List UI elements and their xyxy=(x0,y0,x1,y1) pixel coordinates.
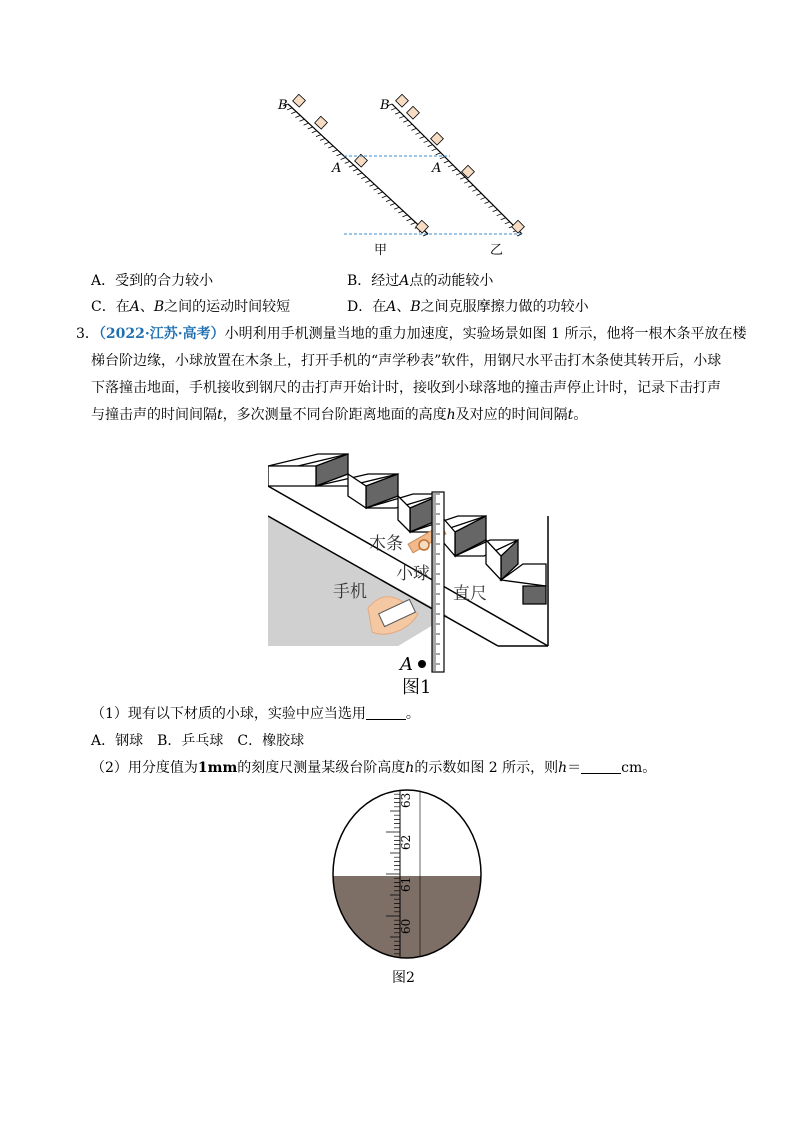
question-3-line-2: 梯台阶边缘，小球放置在木条上，打开手机的“声学秒表”软件，用钢尺水平击打木条使其转开后，小球 xyxy=(91,353,722,369)
label-b-jia: B xyxy=(278,98,288,113)
label-wood: 木条 xyxy=(369,534,403,554)
answer-blank-2[interactable] xyxy=(581,759,621,774)
question-3-line-3: 下落撞击地面，手机接收到钢尺的击打声开始计时，接收到小球落地的撞击声停止计时，记录下击打声 xyxy=(91,380,721,396)
figure-2-caption: 图2 xyxy=(392,970,415,986)
caption-jia: 甲 xyxy=(374,243,388,258)
tick-label-61: 61 xyxy=(399,876,413,892)
label-ruler: 直尺 xyxy=(453,584,487,604)
label-phone: 手机 xyxy=(333,582,367,602)
tick-label-62: 62 xyxy=(399,834,413,850)
sub-question-1: （1）现有以下材质的小球，实验中应当选用 。 xyxy=(91,706,420,722)
ball xyxy=(419,540,429,550)
option-b: B．经过A点的动能较小 xyxy=(347,273,494,289)
question-source-tag: （2022·江苏·高考） xyxy=(98,326,225,342)
figure-1-stairs xyxy=(268,436,552,698)
label-a-jia: A xyxy=(332,161,342,176)
tick-label-63: 63 xyxy=(399,792,413,808)
option-c: C．在A、B之间的运动时间较短 xyxy=(91,299,291,315)
option-d: D．在A、B之间克服摩擦力做的功较小 xyxy=(347,299,589,315)
tick-label-60: 60 xyxy=(399,918,413,934)
ruler xyxy=(432,492,444,672)
answer-blank-1[interactable] xyxy=(366,705,406,720)
incline-figure xyxy=(270,92,540,262)
incline-jia xyxy=(277,94,428,258)
question-3-line-4: 与撞击声的时间间隔t，多次测量不同台阶距离地面的高度h及对应的时间间隔t。 xyxy=(91,407,588,423)
label-a-yi: A xyxy=(432,161,442,176)
figure-2-ruler-reading xyxy=(330,788,486,988)
figure-1-caption: 图1 xyxy=(402,677,432,698)
incline-yi xyxy=(379,94,524,258)
label-ball: 小球 xyxy=(396,564,430,584)
point-a-dot xyxy=(418,660,426,668)
sub-question-2: （2）用分度值为1mm的刻度尺测量某级台阶高度h的示数如图 2 所示，则h＝ cm。 xyxy=(91,760,657,776)
question-3-line-1: 3．（2022·江苏·高考）小明利用手机测量当地的重力加速度，实验场景如图 1 所示，他将一根木条平放在楼 xyxy=(76,326,747,342)
question-number: 3． xyxy=(76,326,99,342)
caption-yi: 乙 xyxy=(490,243,504,258)
option-a: A．受到的合力较小 xyxy=(91,273,214,289)
label-b-yi: B xyxy=(380,98,390,113)
label-point-a: A xyxy=(400,654,413,675)
sub-question-1-choices: A．钢球 B．乒乓球 C．橡胶球 xyxy=(91,733,305,749)
